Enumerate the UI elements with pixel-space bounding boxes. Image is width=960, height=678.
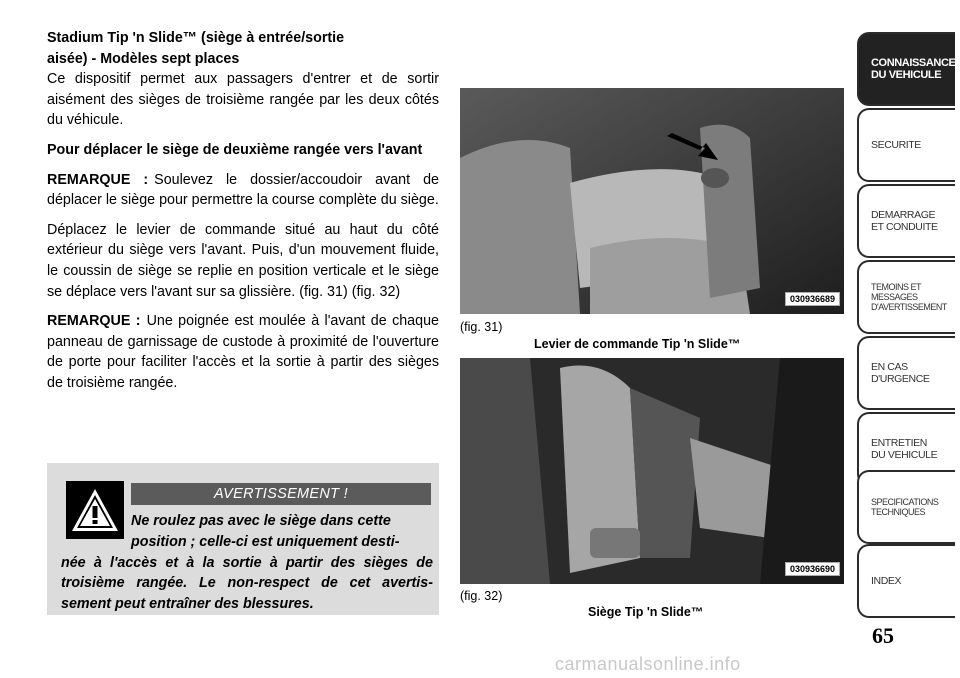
page-number: 65 (872, 623, 894, 648)
section-heading-line2: aisée) - Modèles sept places (47, 50, 240, 67)
warning-box (47, 463, 439, 615)
tab-label: CONNAISSANCE DU VEHICULE (871, 57, 956, 81)
tab-demarrage-et-conduite[interactable] (857, 184, 955, 258)
warning-text-line2: position ; celle-ci est uniquement desti- (131, 533, 400, 550)
tab-label: SPECIFICATIONS TECHNIQUES (871, 497, 939, 517)
tab-index[interactable] (857, 544, 955, 618)
figure-32-code: 030936690 (785, 562, 840, 576)
tab-en-cas-d-urgence[interactable] (857, 336, 955, 410)
tab-label: TEMOINS ET MESSAGES D'AVERTISSEMENT (871, 282, 947, 312)
figure-32-caption: Siège Tip 'n Slide™ (588, 605, 704, 619)
note-1 (47, 170, 439, 211)
tab-label: SECURITE (871, 139, 921, 151)
tab-securite[interactable] (857, 108, 955, 182)
tab-temoins-et-messages[interactable] (857, 260, 955, 334)
section-heading-line1: Stadium Tip 'n Slide™ (siège à entrée/sortie (47, 30, 345, 46)
note-1-text: Soulevez le dossier/accoudoir avant de déplacer le siège pour permettre la course complète du siège. (47, 171, 439, 209)
tab-label: INDEX (871, 575, 902, 587)
note-2-text: Une poignée est moulée à l'avant de chaque panneau de garnissage de custode à proximité de l'ouverture de porte pour faciliter l'accès et la sortie à partir des sièges de troisième rangée. (47, 313, 439, 391)
figure-31-label: (fig. 31) (460, 320, 503, 334)
figure-31-caption: Levier de commande Tip 'n Slide™ (534, 337, 741, 351)
figure-32-label: (fig. 32) (460, 589, 503, 603)
warning-title: AVERTISSEMENT ! (131, 483, 431, 505)
intro-paragraph: Ce dispositif permet aux passagers d'entrer et de sortir aisément des sièges de troisième rangée par les deux côtés du véhicule. (47, 71, 439, 129)
watermark: carmanualsonline.info (555, 654, 741, 674)
tab-label: DEMARRAGE ET CONDUITE (871, 209, 938, 233)
note-1-label: REMARQUE : (47, 171, 149, 188)
subheading: Pour déplacer le siège de deuxième rangée vers l'avant (47, 141, 423, 158)
figure-31-photo (460, 88, 844, 314)
tab-label: EN CAS D'URGENCE (871, 361, 930, 385)
warning-text (61, 511, 433, 615)
tab-specifications-techniques[interactable] (857, 470, 955, 544)
warning-text-rest: née à l'accès et à la sortie à partir des sièges de troisième rangée. Le non-respect de cet avertis-sement peut entraîner des blessures. (61, 554, 433, 613)
warning-text-line1: Ne roulez pas avec le siège dans cette (131, 513, 391, 529)
note-2 (47, 311, 439, 393)
figure-32-photo (460, 358, 844, 584)
tab-label: ENTRETIEN DU VEHICULE (871, 437, 938, 461)
chapter-sidebar (857, 0, 960, 678)
figure-31-code: 030936689 (785, 292, 840, 306)
note-2-label: REMARQUE : (47, 313, 141, 330)
main-text-column (47, 28, 439, 403)
tab-connaissance-du-vehicule[interactable] (857, 32, 955, 106)
instruction-paragraph: Déplacez le levier de commande situé au haut du côté extérieur du siège vers l'avant. Puis, d'un mouvement fluide, le coussin de siège se replie en position verticale et le siège se déplace vers l'avant sur sa glissière. (fig. 31) (fig. 32) (47, 221, 439, 300)
